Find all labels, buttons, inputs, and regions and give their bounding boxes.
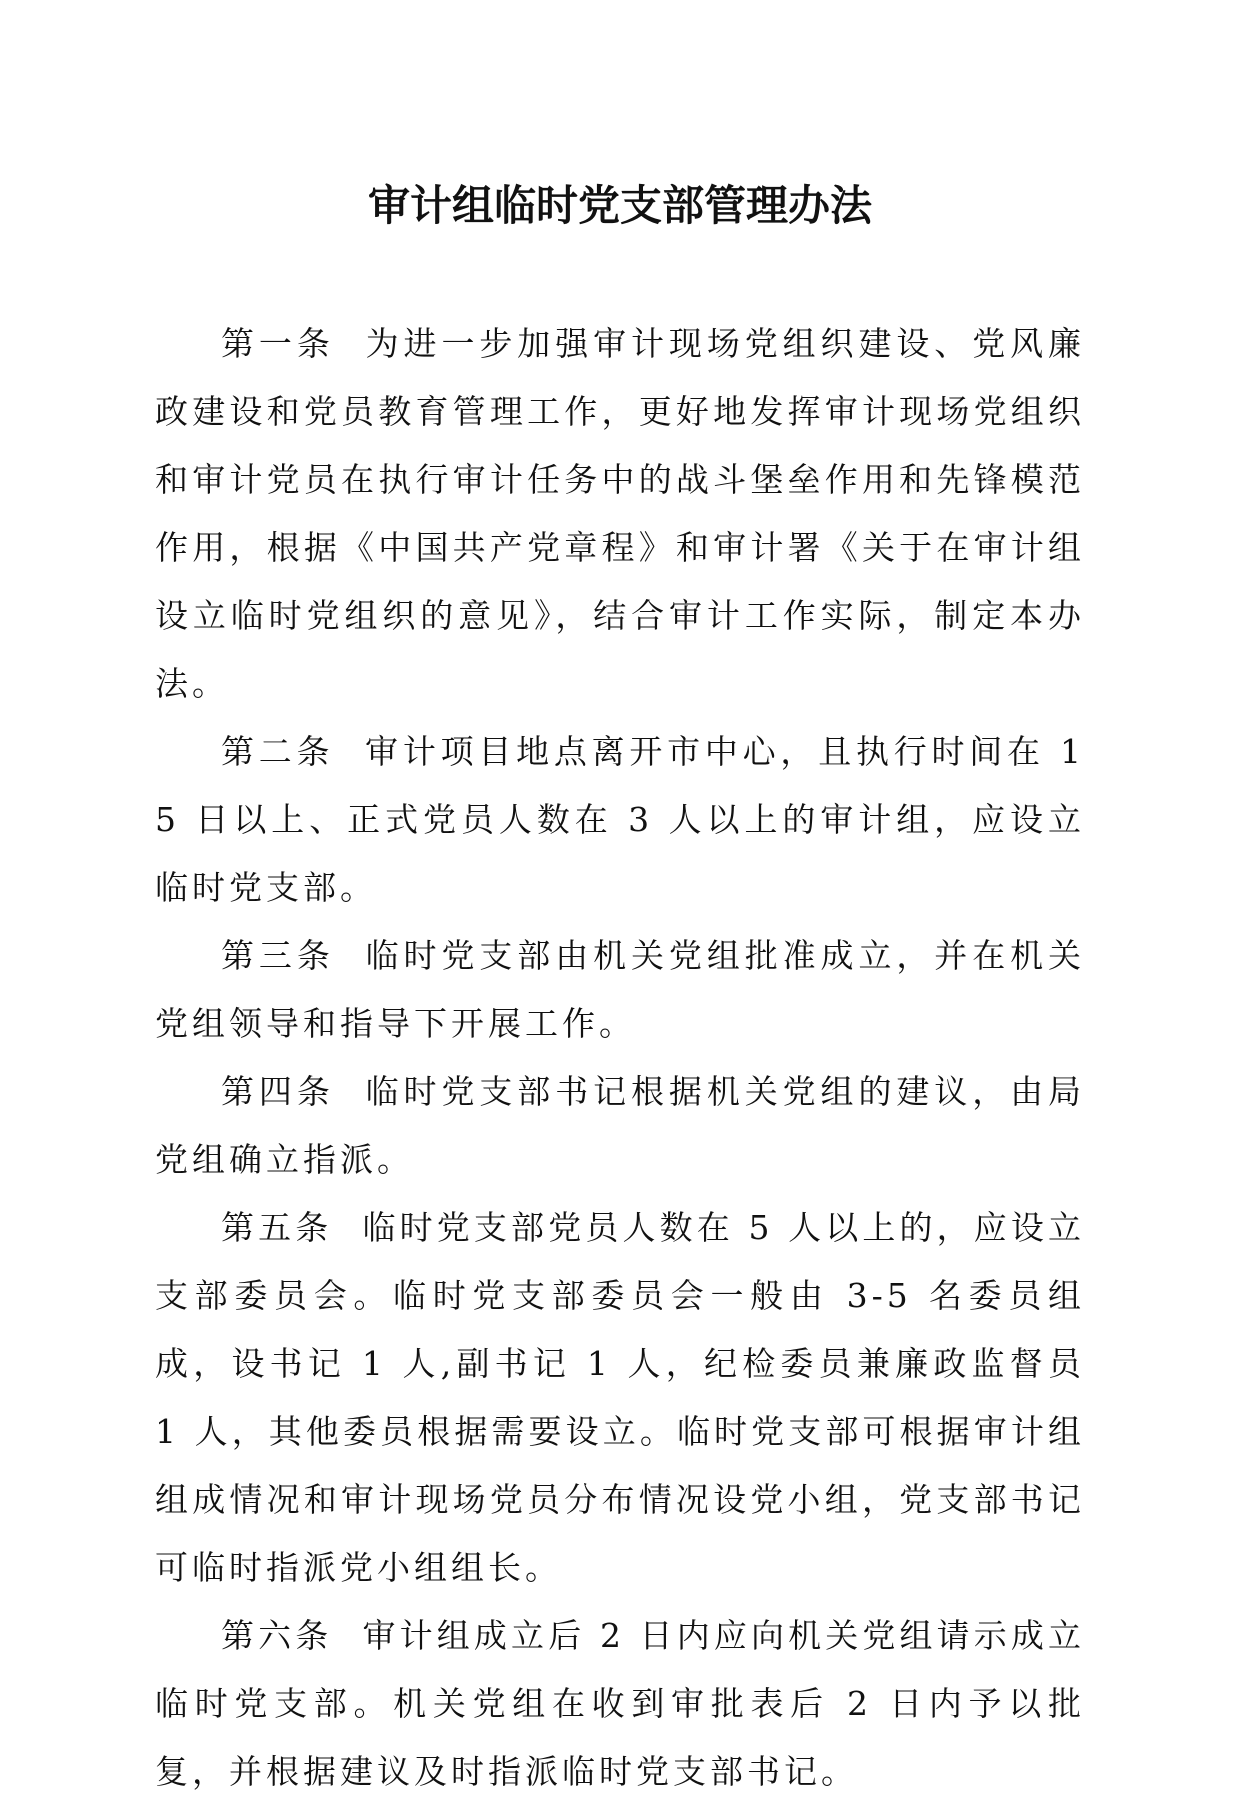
article-text: 审计组成立后 2 日内应向机关党组请示成立临时党支部。机关党组在收到审批表后 2 日内予以批复，并根据建议及时指派临时党支部书记。 [155,1616,1086,1791]
article-3 [155,922,1085,1058]
article-text: 为进一步加强审计现场党组织建设、党风廉政建设和党员教育管理工作，更好地发挥审计现场党组织和审计党员在执行审计任务中的战斗堡垒作用和先锋模范作用，根据《中国共产党章程》和审计署《关于在审计组设立临时党组织的意见》，结合审计工作实际，制定本办法。 [155,324,1086,703]
article-text: 临时党支部书记根据机关党组的建议，由局党组确立指派。 [155,1072,1086,1179]
article-text: 临时党支部党员人数在 5 人以上的，应设立支部委员会。临时党支部委员会一般由 3-5 名委员组成，设书记 1 人,副书记 1 人，纪检委员兼廉政监督员 1 人，其他委员根据需要设立。临时党支部可根据审计组组成情况和审计现场党员分布情况设党小组，党支部书记可临时指派党小组组长。 [155,1208,1086,1587]
article-2 [155,718,1085,922]
article-number: 第六条 [221,1616,333,1655]
article-number: 第五条 [221,1208,333,1247]
article-number: 第二条 [221,732,335,771]
article-1 [155,310,1085,718]
article-number: 第一条 [221,324,335,363]
document-body [155,310,1085,1806]
article-text: 临时党支部由机关党组批准成立，并在机关党组领导和指导下开展工作。 [155,936,1086,1043]
article-4 [155,1058,1085,1194]
article-5 [155,1194,1085,1602]
document-title: 审计组临时党支部管理办法 [367,181,872,230]
article-6 [155,1602,1085,1806]
article-text: 审计项目地点离开市中心，且执行时间在 15 日以上、正式党员人数在 3 人以上的审计组，应设立临时党支部。 [155,732,1085,907]
article-number: 第三条 [221,936,335,975]
article-number: 第四条 [221,1072,335,1111]
